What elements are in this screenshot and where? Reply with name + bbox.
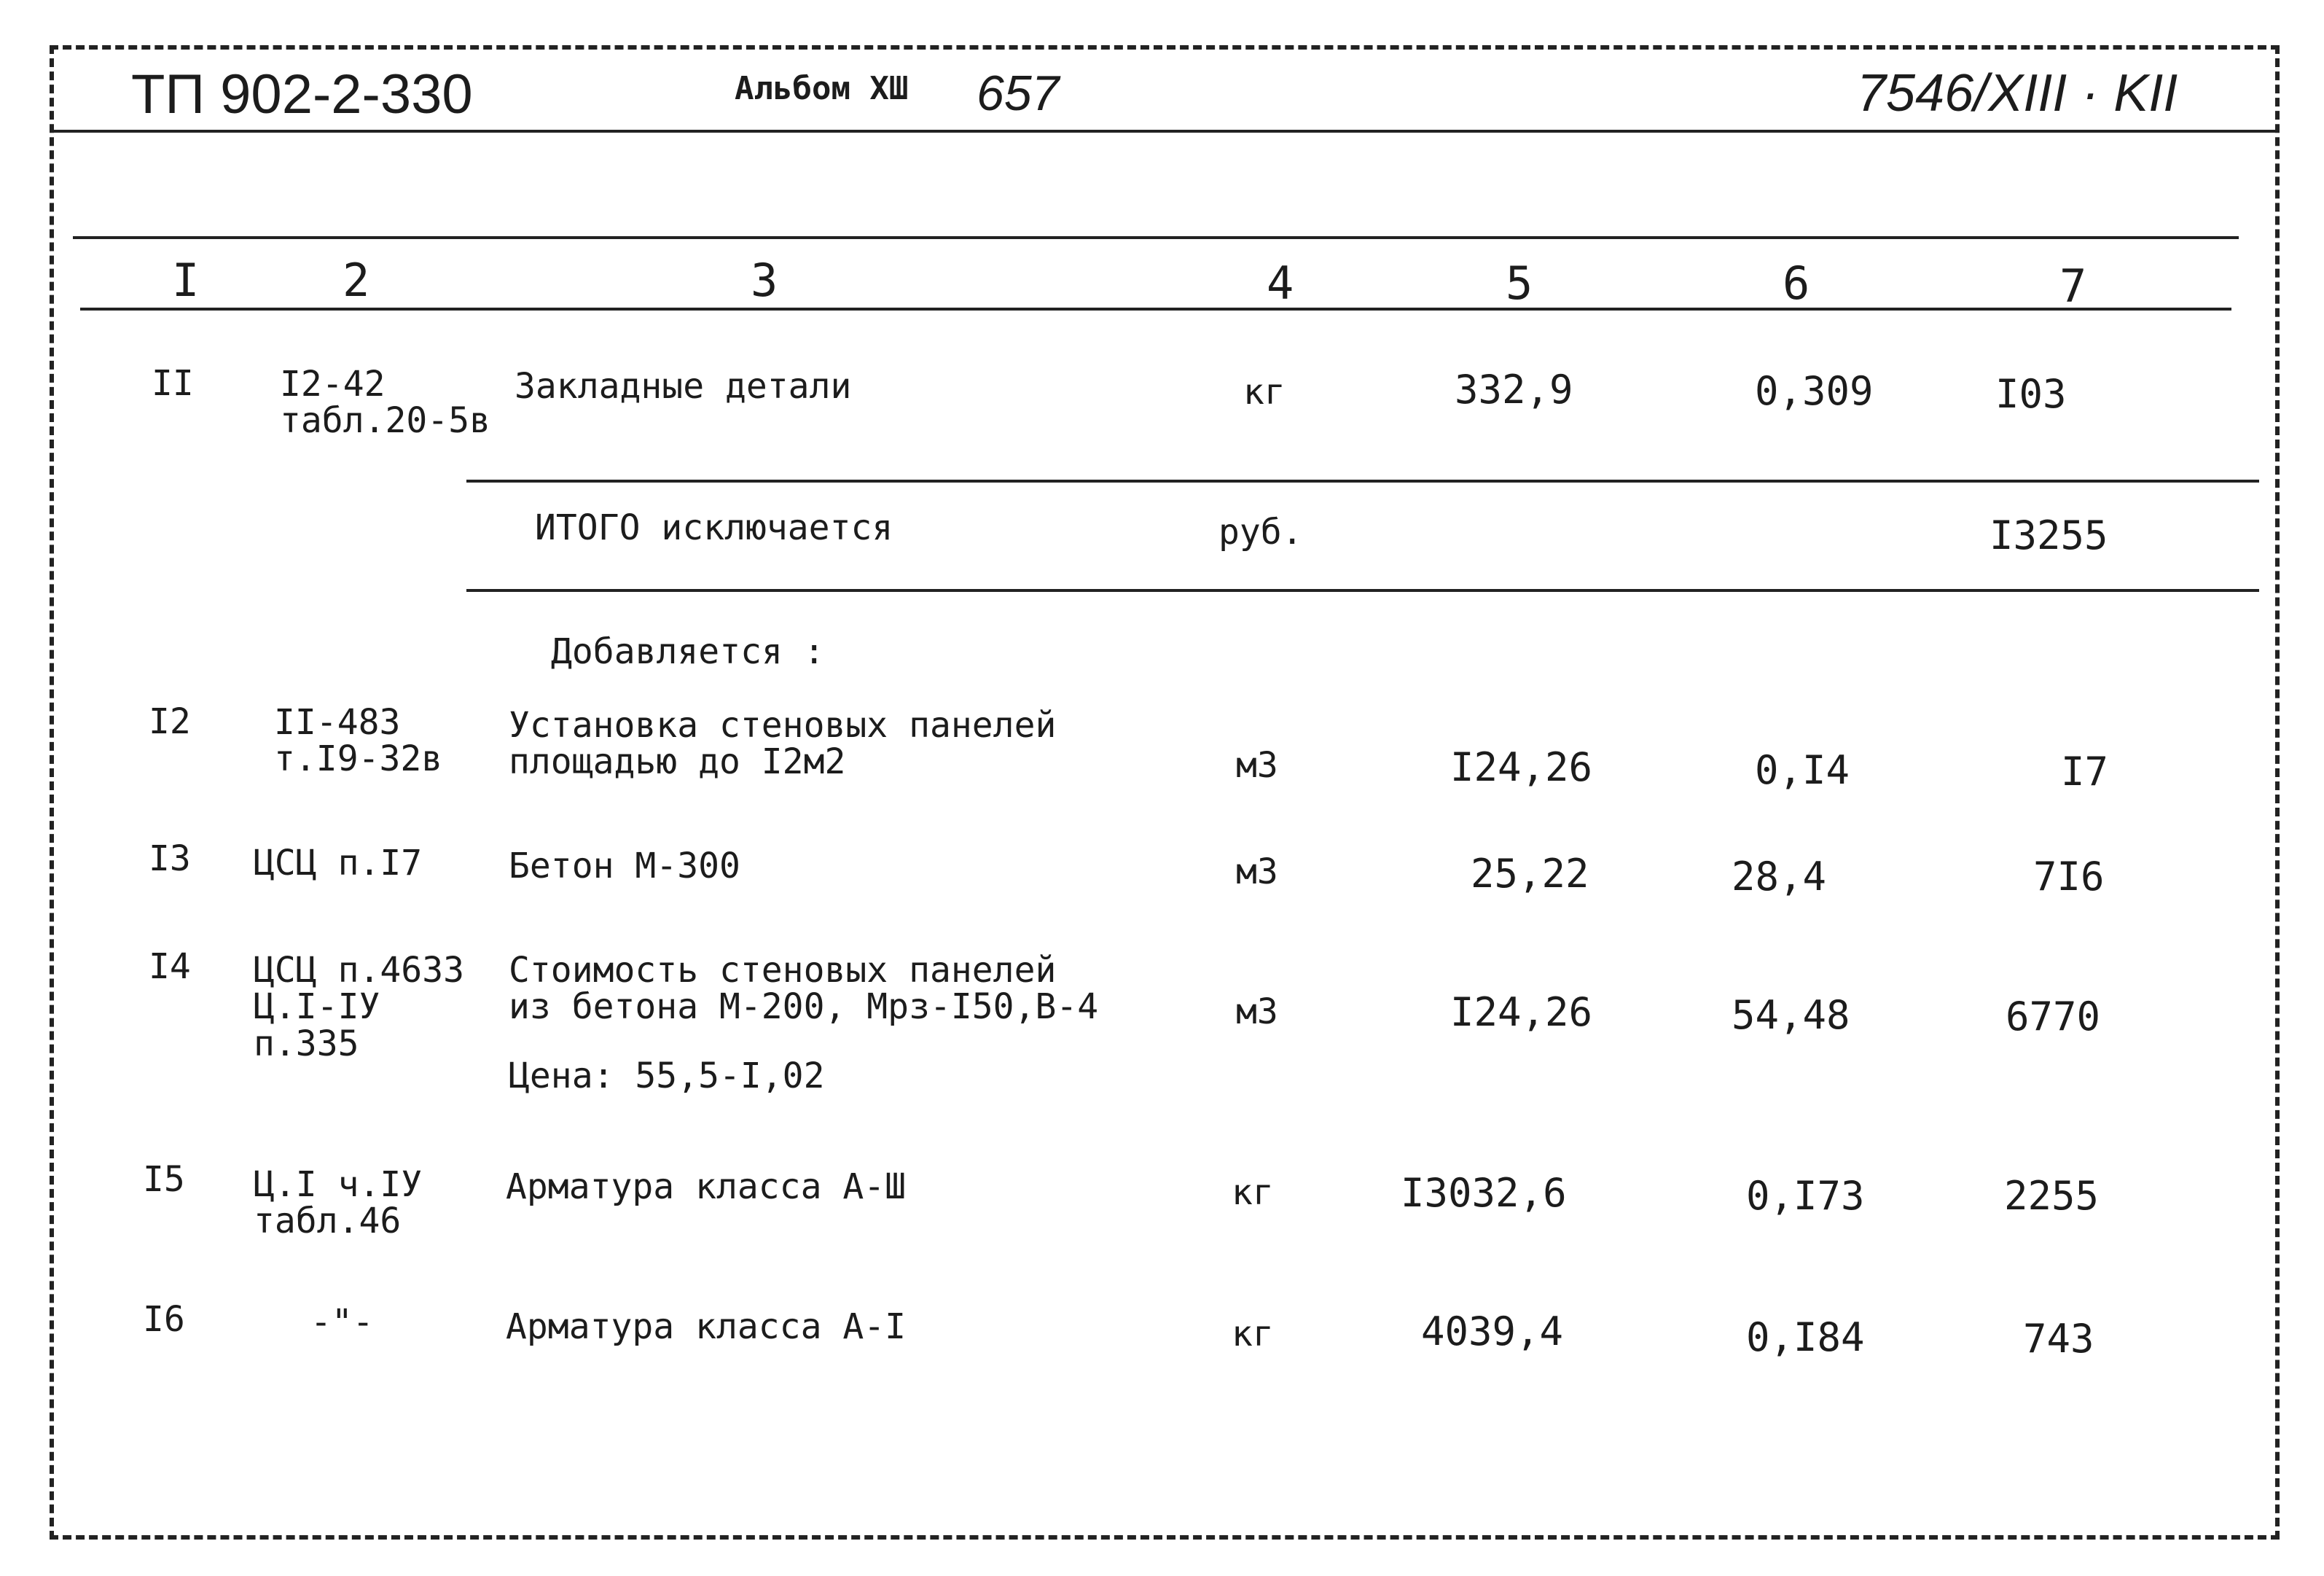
- unit: кг: [1243, 372, 1286, 413]
- item-description: Арматура класса А-I: [506, 1306, 907, 1347]
- item-description: Бетон М-300: [509, 846, 740, 886]
- column-header-7: 7: [2059, 260, 2087, 313]
- unit: м3: [1236, 851, 1278, 892]
- doc-code: ТП 902-2-330: [131, 63, 473, 125]
- unit: м3: [1236, 745, 1278, 786]
- quantity: 4039,4: [1421, 1308, 1564, 1354]
- column-header-4: 4: [1267, 257, 1294, 310]
- unit-price: 54,48: [1732, 992, 1850, 1038]
- table-header-rule: [80, 308, 2231, 311]
- row-number: I5: [143, 1159, 185, 1200]
- total-cost: 7I6: [2033, 854, 2105, 900]
- item-description: Закладные детали: [515, 366, 852, 407]
- price-note: Цена: 55,5-I,02: [509, 1056, 825, 1096]
- unit-price: 0,I73: [1746, 1173, 1865, 1219]
- total-cost: I7: [2061, 749, 2109, 795]
- quantity: I24,26: [1450, 989, 1593, 1035]
- quantity: 332,9: [1455, 367, 1573, 413]
- archive-stamp: 7546/XIII · KII: [1857, 64, 2178, 122]
- unit: кг: [1232, 1172, 1274, 1213]
- subtotal-label: ИТОГО исключается: [535, 507, 893, 548]
- unit: кг: [1232, 1314, 1274, 1354]
- column-header-3: 3: [751, 254, 778, 307]
- header-divider: [50, 130, 2280, 133]
- added-section-label: Добавляется :: [551, 631, 825, 672]
- album-label: Альбом XШ: [735, 70, 909, 107]
- norm-reference: I2-42 табл.20-5в: [280, 364, 490, 442]
- unit: м3: [1236, 991, 1278, 1032]
- subtotal-unit: руб.: [1218, 512, 1303, 553]
- subtotal-top-rule: [466, 480, 2259, 483]
- row-number: II: [152, 363, 194, 404]
- item-description: Стоимость стеновых панелей из бетона М-200, Мрз-I50,В-4: [509, 950, 1099, 1028]
- norm-reference: Ц.I ч.IУ табл.46: [254, 1164, 423, 1242]
- quantity: I3032,6: [1401, 1170, 1567, 1216]
- norm-reference: II-483 т.I9-32в: [274, 702, 443, 780]
- column-header-5: 5: [1506, 257, 1533, 310]
- row-number: I6: [143, 1299, 185, 1340]
- unit-price: 0,309: [1755, 368, 1874, 414]
- subtotal-total: I3255: [1990, 512, 2108, 558]
- page-number: 657: [977, 66, 1060, 121]
- column-header-1: I: [172, 254, 200, 307]
- norm-reference: ЦСЦ п.I7: [254, 843, 423, 883]
- total-cost: I03: [1995, 371, 2067, 417]
- row-number: I3: [149, 838, 191, 879]
- column-header-6: 6: [1783, 257, 1810, 310]
- quantity: I24,26: [1450, 744, 1593, 790]
- norm-reference: ЦСЦ п.4633 Ц.I-IУ п.335: [254, 950, 464, 1064]
- subtotal-bottom-rule: [466, 589, 2259, 592]
- unit-price: 28,4: [1732, 854, 1827, 900]
- total-cost: 6770: [2006, 994, 2101, 1039]
- column-header-2: 2: [343, 254, 370, 307]
- unit-price: 0,I4: [1755, 747, 1850, 793]
- norm-reference: -"-: [310, 1302, 374, 1343]
- item-description: Арматура класса А-Ш: [506, 1166, 907, 1207]
- total-cost: 2255: [2004, 1173, 2100, 1219]
- quantity: 25,22: [1471, 851, 1589, 897]
- page-border: [50, 45, 2280, 1540]
- row-number: I2: [149, 701, 191, 742]
- row-number: I4: [149, 946, 191, 987]
- table-top-rule: [73, 236, 2239, 239]
- total-cost: 743: [2023, 1316, 2094, 1362]
- item-description: Установка стеновых панелей площадью до I2м2: [509, 705, 1057, 783]
- unit-price: 0,I84: [1746, 1314, 1865, 1360]
